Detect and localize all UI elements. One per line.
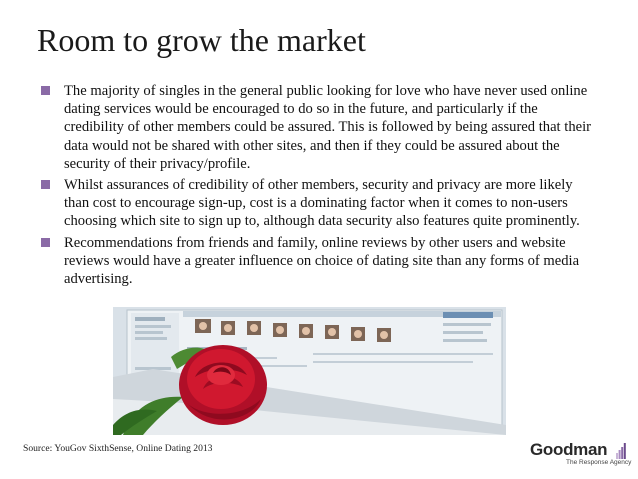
goodman-logo <box>530 440 632 470</box>
laptop-screen-illustration <box>113 307 506 435</box>
bullet-text: Whilst assurances of credibility of other members, security and privacy are more likely than cost to encourage sign-up, cost is a dominating factor when it comes to non-users choosing which site to sign up to, although data security also features quite prominently. <box>64 177 580 230</box>
bullet-list <box>40 82 600 291</box>
logo-tagline: The Response Agency <box>566 459 632 466</box>
bullet-item <box>40 176 600 231</box>
bullet-marker-icon <box>41 180 50 189</box>
bar-chart-icon <box>616 443 626 459</box>
source-note: Source: YouGov SixthSense, Online Dating 2013 <box>23 443 213 454</box>
bullet-text: The majority of singles in the general public looking for love who have never used online dating services would be encouraged to do so in the future, and particularly if the credibility of other members could be assured. This is followed by being assured that their data would not be shared with other sites, and then if they could be assured about the security of their privacy/profile. <box>64 83 592 172</box>
rose-icon <box>179 345 267 425</box>
slide-title: Room to grow the market <box>37 22 366 58</box>
logo-wordmark: Goodman <box>530 440 608 459</box>
rose-on-laptop-image <box>113 307 506 435</box>
bullet-marker-icon <box>41 86 50 95</box>
bullet-marker-icon <box>41 238 50 247</box>
bullet-text: Recommendations from friends and family, online reviews by other users and website reviews would have a greater influence on choice of dating site than any forms of media advertising. <box>64 234 580 288</box>
bullet-item <box>40 82 600 173</box>
bullet-item <box>40 234 600 289</box>
